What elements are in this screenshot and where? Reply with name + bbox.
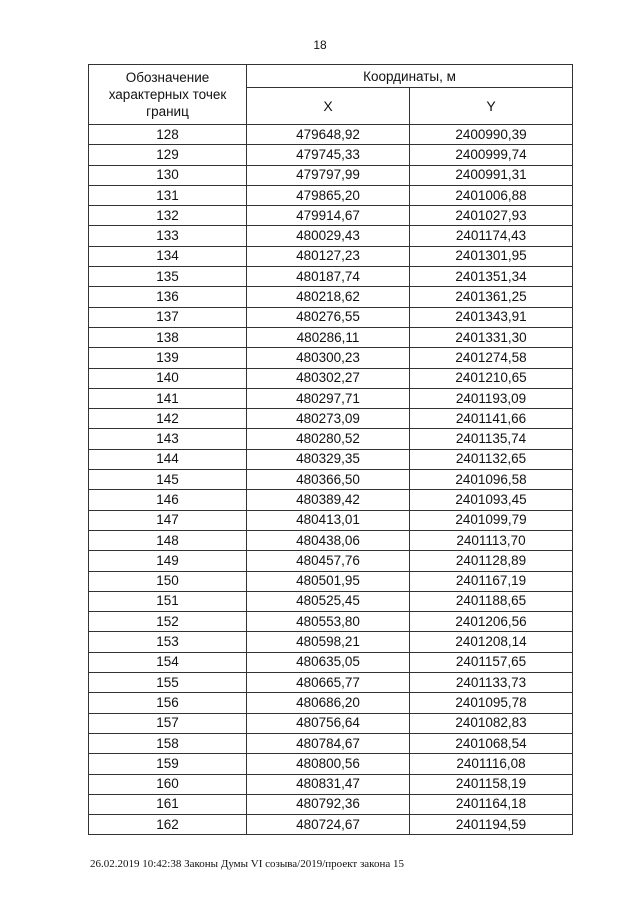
cell-y: 2400990,39 — [410, 125, 573, 145]
cell-x: 480501,95 — [247, 571, 410, 591]
cell-point: 144 — [89, 449, 247, 469]
cell-x: 480300,23 — [247, 348, 410, 368]
header-coordinates-group: Координаты, м — [247, 65, 573, 88]
table-row — [89, 287, 573, 307]
cell-x: 480329,35 — [247, 449, 410, 469]
table-row — [89, 348, 573, 368]
cell-point: 142 — [89, 409, 247, 429]
cell-point: 153 — [89, 632, 247, 652]
cell-point: 131 — [89, 185, 247, 205]
cell-point: 141 — [89, 388, 247, 408]
table-row — [89, 185, 573, 205]
cell-y: 2401188,65 — [410, 591, 573, 611]
cell-x: 479797,99 — [247, 165, 410, 185]
table-row — [89, 815, 573, 835]
cell-x: 480756,64 — [247, 713, 410, 733]
table-row — [89, 145, 573, 165]
cell-point: 147 — [89, 510, 247, 530]
cell-x: 480792,36 — [247, 794, 410, 814]
cell-x: 480273,09 — [247, 409, 410, 429]
cell-point: 143 — [89, 429, 247, 449]
table-row — [89, 530, 573, 550]
cell-point: 128 — [89, 125, 247, 145]
header-y: Y — [410, 88, 573, 125]
cell-y: 2401343,91 — [410, 307, 573, 327]
cell-point: 136 — [89, 287, 247, 307]
cell-point: 159 — [89, 754, 247, 774]
cell-x: 479865,20 — [247, 185, 410, 205]
cell-y: 2401158,19 — [410, 774, 573, 794]
table-row — [89, 693, 573, 713]
table-row — [89, 774, 573, 794]
cell-point: 162 — [89, 815, 247, 835]
cell-point: 152 — [89, 612, 247, 632]
cell-y: 2401193,09 — [410, 388, 573, 408]
cell-y: 2401027,93 — [410, 206, 573, 226]
table-row — [89, 368, 573, 388]
cell-y: 2401082,83 — [410, 713, 573, 733]
table-row — [89, 429, 573, 449]
cell-x: 480127,23 — [247, 246, 410, 266]
table-row — [89, 754, 573, 774]
cell-y: 2401361,25 — [410, 287, 573, 307]
cell-x: 480438,06 — [247, 530, 410, 550]
cell-point: 130 — [89, 165, 247, 185]
cell-x: 480280,52 — [247, 429, 410, 449]
cell-point: 133 — [89, 226, 247, 246]
cell-x: 480784,67 — [247, 733, 410, 753]
table-row — [89, 125, 573, 145]
coordinates-table — [88, 64, 573, 835]
cell-x: 480218,62 — [247, 287, 410, 307]
cell-y: 2401206,56 — [410, 612, 573, 632]
cell-point: 157 — [89, 713, 247, 733]
cell-y: 2401095,78 — [410, 693, 573, 713]
table-row — [89, 571, 573, 591]
cell-y: 2401133,73 — [410, 673, 573, 693]
table-row — [89, 612, 573, 632]
table-row — [89, 713, 573, 733]
table-row — [89, 327, 573, 347]
cell-y: 2401099,79 — [410, 510, 573, 530]
cell-y: 2401132,65 — [410, 449, 573, 469]
cell-y: 2401210,65 — [410, 368, 573, 388]
cell-point: 149 — [89, 551, 247, 571]
cell-x: 479914,67 — [247, 206, 410, 226]
cell-point: 160 — [89, 774, 247, 794]
cell-y: 2401128,89 — [410, 551, 573, 571]
cell-y: 2401141,66 — [410, 409, 573, 429]
table-row — [89, 652, 573, 672]
cell-point: 148 — [89, 530, 247, 550]
cell-point: 150 — [89, 571, 247, 591]
cell-x: 480276,55 — [247, 307, 410, 327]
table-row — [89, 206, 573, 226]
cell-point: 155 — [89, 673, 247, 693]
cell-point: 151 — [89, 591, 247, 611]
table-row — [89, 591, 573, 611]
cell-y: 2401208,14 — [410, 632, 573, 652]
table-row — [89, 733, 573, 753]
cell-y: 2401096,58 — [410, 470, 573, 490]
cell-point: 139 — [89, 348, 247, 368]
cell-point: 154 — [89, 652, 247, 672]
cell-point: 146 — [89, 490, 247, 510]
table-row — [89, 673, 573, 693]
table-row — [89, 510, 573, 530]
cell-x: 480525,45 — [247, 591, 410, 611]
cell-y: 2401167,19 — [410, 571, 573, 591]
table-header — [89, 65, 573, 125]
cell-y: 2400991,31 — [410, 165, 573, 185]
cell-point: 140 — [89, 368, 247, 388]
cell-x: 480286,11 — [247, 327, 410, 347]
cell-y: 2401351,34 — [410, 267, 573, 287]
cell-x: 480553,80 — [247, 612, 410, 632]
table-row — [89, 246, 573, 266]
cell-y: 2401274,58 — [410, 348, 573, 368]
table-row — [89, 388, 573, 408]
table-row — [89, 551, 573, 571]
cell-y: 2400999,74 — [410, 145, 573, 165]
cell-x: 480831,47 — [247, 774, 410, 794]
table-row — [89, 794, 573, 814]
cell-point: 129 — [89, 145, 247, 165]
cell-x: 480413,01 — [247, 510, 410, 530]
table-row — [89, 449, 573, 469]
cell-y: 2401164,18 — [410, 794, 573, 814]
table-row — [89, 490, 573, 510]
cell-x: 480389,42 — [247, 490, 410, 510]
cell-point: 138 — [89, 327, 247, 347]
cell-x: 480635,05 — [247, 652, 410, 672]
header-point-designation: Обозначение характерных точек границ — [89, 65, 247, 125]
cell-y: 2401116,08 — [410, 754, 573, 774]
table-row — [89, 632, 573, 652]
cell-y: 2401093,45 — [410, 490, 573, 510]
cell-point: 134 — [89, 246, 247, 266]
cell-point: 161 — [89, 794, 247, 814]
table-body — [89, 125, 573, 835]
table-row — [89, 165, 573, 185]
cell-y: 2401301,95 — [410, 246, 573, 266]
cell-point: 135 — [89, 267, 247, 287]
cell-y: 2401135,74 — [410, 429, 573, 449]
cell-x: 480665,77 — [247, 673, 410, 693]
cell-x: 480029,43 — [247, 226, 410, 246]
header-x: X — [247, 88, 410, 125]
cell-x: 480366,50 — [247, 470, 410, 490]
table-row — [89, 409, 573, 429]
cell-y: 2401006,88 — [410, 185, 573, 205]
cell-x: 480187,74 — [247, 267, 410, 287]
cell-x: 479745,33 — [247, 145, 410, 165]
cell-point: 137 — [89, 307, 247, 327]
cell-x: 480800,56 — [247, 754, 410, 774]
table-row — [89, 226, 573, 246]
cell-point: 145 — [89, 470, 247, 490]
cell-y: 2401331,30 — [410, 327, 573, 347]
cell-x: 480598,21 — [247, 632, 410, 652]
cell-x: 480302,27 — [247, 368, 410, 388]
table-row — [89, 470, 573, 490]
table-row — [89, 267, 573, 287]
cell-point: 156 — [89, 693, 247, 713]
cell-point: 158 — [89, 733, 247, 753]
cell-point: 132 — [89, 206, 247, 226]
footer-note: 26.02.2019 10:42:38 Законы Думы VI созыва/2019/проект закона 15 — [90, 858, 404, 870]
cell-y: 2401194,59 — [410, 815, 573, 835]
page-number: 18 — [313, 38, 327, 52]
cell-x: 480724,67 — [247, 815, 410, 835]
cell-x: 480457,76 — [247, 551, 410, 571]
cell-x: 480297,71 — [247, 388, 410, 408]
table-row — [89, 307, 573, 327]
cell-y: 2401113,70 — [410, 530, 573, 550]
cell-y: 2401068,54 — [410, 733, 573, 753]
cell-x: 480686,20 — [247, 693, 410, 713]
cell-y: 2401157,65 — [410, 652, 573, 672]
cell-x: 479648,92 — [247, 125, 410, 145]
cell-y: 2401174,43 — [410, 226, 573, 246]
